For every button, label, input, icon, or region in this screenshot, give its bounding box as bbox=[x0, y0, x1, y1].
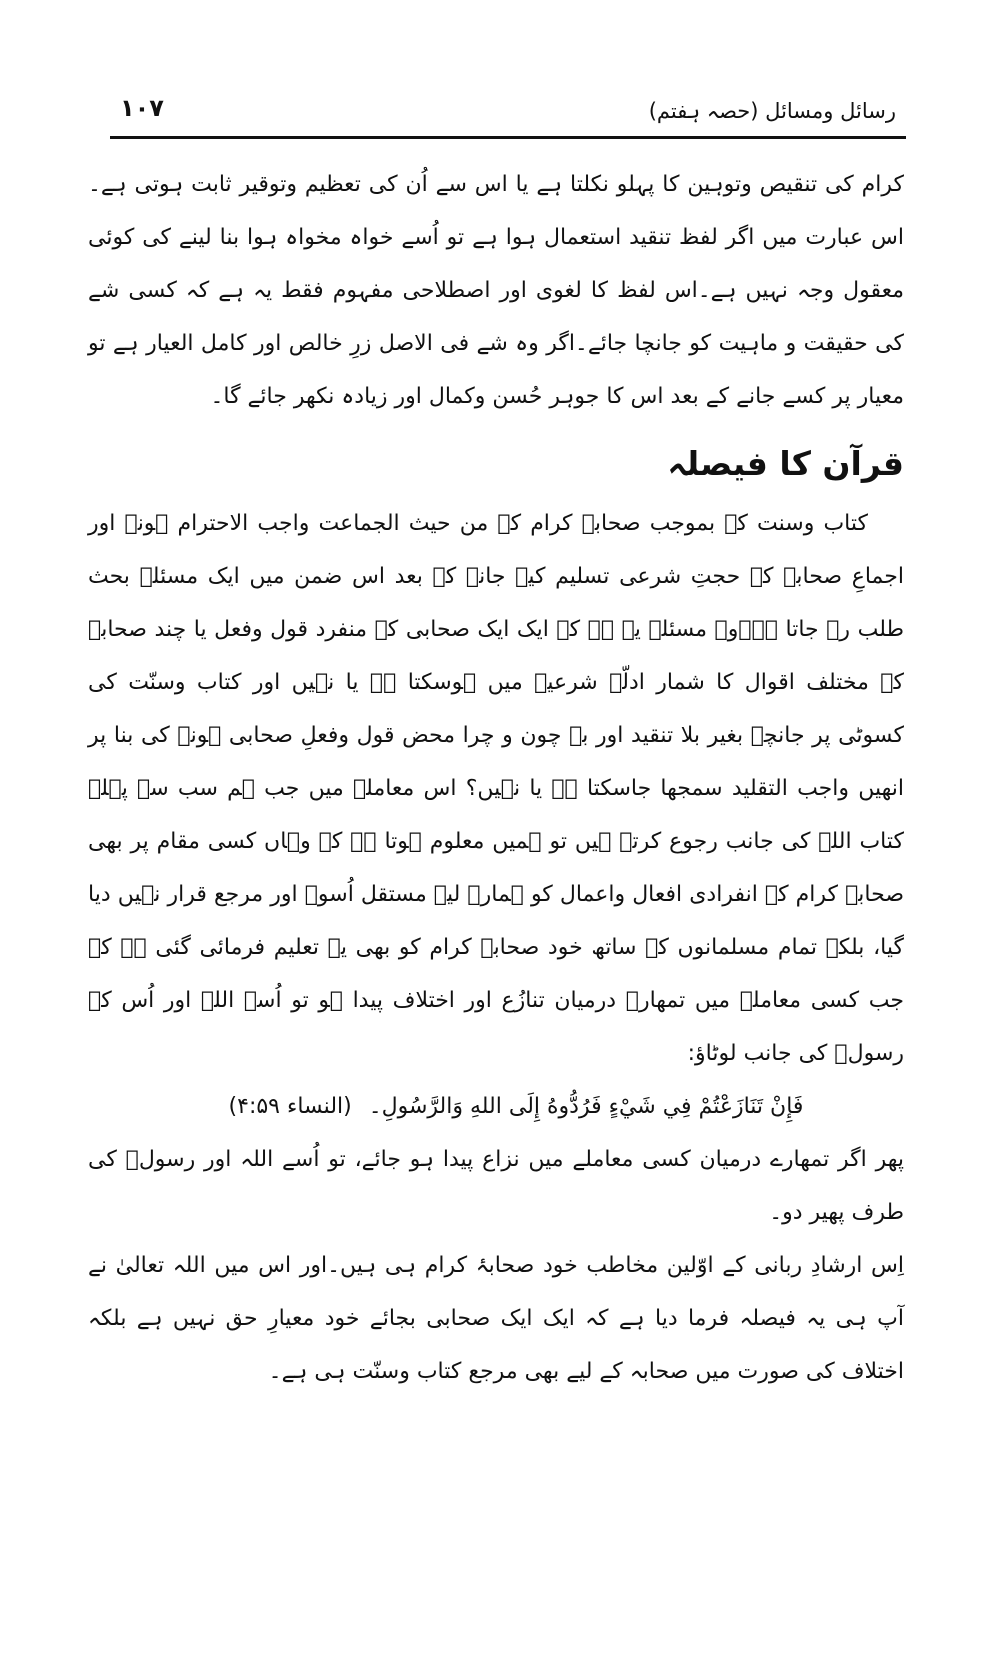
page-body bbox=[88, 158, 904, 1398]
paragraph-1: کرام کی تنقیص وتوہین کا پہلو نکلتا ہے یا اس سے اُن کی تعظیم وتوقیر ثابت ہوتی ہے۔اس عبارت میں اگر لفظ تنقید استعمال ہوا ہے تو اُسے خواہ مخواہ ہوا بنا لینے کی کوئی معقول وجہ نہیں ہے۔اس لفظ کا لغوی اور اصطلاحی مفہوم فقط یہ ہے کہ کسی شے کی حقیقت و ماہیت کو جانچا جائے۔اگر وہ شے فی الاصل زرِ خالص اور کامل العیار ہے تو معیار پر کسے جانے کے بعد اس کا جوہر حُسن وکمال اور زیادہ نکھر جائے گا۔ bbox=[88, 172, 904, 409]
section-heading: قرآن کا فیصلہ bbox=[667, 444, 904, 483]
page-header bbox=[110, 92, 896, 136]
verse-reference: (النساء ۴:۵۹) bbox=[228, 1094, 352, 1119]
verse-text: فَإِنْ تَنَازَعْتُمْ فِي شَيْءٍ فَرُدُّوهُ إِلَى اللهِ وَالرَّسُولِ۔ bbox=[368, 1094, 804, 1119]
quranic-verse bbox=[88, 1080, 904, 1133]
header-rule bbox=[110, 136, 906, 139]
paragraph-2: کتاب وسنت کے بموجب صحابہ کرام کے من حیث الجماعت واجب الاحترام ہونے اور اجماعِ صحابہ کے حجتِ شرعی تسلیم کیے جانے کے بعد اس ضمن میں ایک مسئلہ بحث طلب رہ جاتا ہے۔وہ مسئلہ یہ ہے کہ ایک ایک صحابی کے منفرد قول وفعل یا چند صحابہ کے مختلف اقوال کا شمار ادلّہ شرعیہ میں ہوسکتا ہے یا نہیں اور کتاب وسنّت کی کسوٹی پر جانچے بغیر بلا تنقید اور بے چون و چرا محض قول وفعلِ صحابی ہونے کی بنا پر انھیں واجب التقلید سمجھا جاسکتا ہے یا نہیں؟ اس معاملے میں جب ہم سب سے پہلے کتاب اللہ کی جانب رجوع کرتے ہیں تو ہمیں معلوم ہوتا ہے کہ وہاں کسی مقام پر بھی صحابۂ کرام کے انفرادی افعال واعمال کو ہمارے لیے مستقل اُسوۂ اور مرجع قرار نہیں دیا گیا، بلکہ تمام مسلمانوں کے ساتھ خود صحابہ کرام کو بھی یہ تعلیم فرمائی گئی ہے کہ جب کسی معاملے میں تمھارے درمیان تنازُع اور اختلاف پیدا ہو تو اُسے اللہ اور اُس کے رسولؐ کی جانب لوٹاؤ: bbox=[88, 511, 904, 1066]
verse-translation: پھر اگر تمھارے درمیان کسی معاملے میں نزاع پیدا ہو جائے، تو اُسے اللہ اور رسولؐ کی طرف پھیر دو۔ bbox=[88, 1147, 904, 1225]
paragraph-4: اِس ارشادِ ربانی کے اوّلین مخاطب خود صحابۂ کرام ہی ہیں۔اور اس میں اللہ تعالیٰ نے آپ ہی یہ فیصلہ فرما دیا ہے کہ ایک ایک صحابی بجائے خود معیارِ حق نہیں ہے بلکہ اختلاف کی صورت میں صحابہ کے لیے بھی مرجع کتاب وسنّت ہی ہے۔ bbox=[88, 1253, 904, 1384]
running-title: رسائل ومسائل (حصہ ہفتم) bbox=[648, 99, 896, 123]
page-number: ۱۰۷ bbox=[120, 94, 164, 122]
